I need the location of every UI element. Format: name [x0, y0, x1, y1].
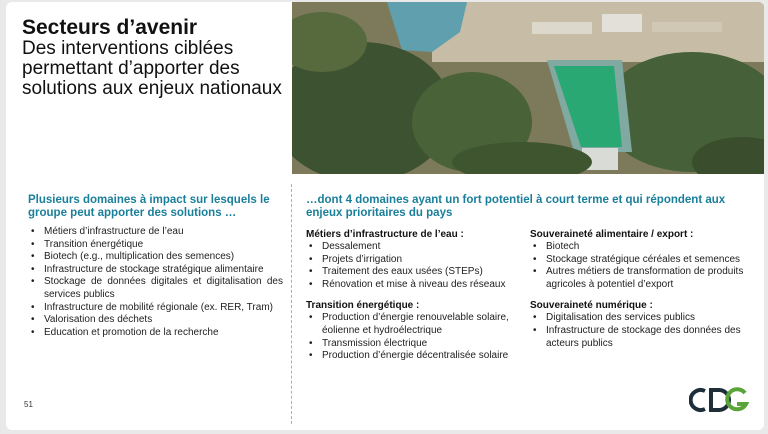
list-item: • Stockage de données digitales et digitalisation des services publics — [28, 276, 283, 301]
group-title-energy: Transition énergétique : — [306, 300, 420, 312]
left-domain-list — [28, 226, 283, 339]
right-column-a — [306, 228, 524, 363]
slide — [6, 2, 764, 430]
left-heading: Plusieurs domaines à impact sur lesquels le groupe peut apporter des solutions … — [28, 194, 270, 219]
list-item: • Production d’énergie renouvelable solaire, éolienne et hydroélectrique — [306, 312, 524, 337]
aerial-photo-illustration — [292, 2, 764, 174]
cdg-logo — [689, 386, 751, 414]
page-number: 51 — [24, 400, 33, 409]
right-heading: …dont 4 domaines ayant un fort potentiel à court terme et qui répondent aux enjeux prioritaires du pays — [306, 194, 726, 219]
list-item: • Traitement des eaux usées (STEPs) — [306, 266, 524, 279]
list-item: • Infrastructure de stockage stratégique alimentaire — [28, 264, 283, 277]
list-item: • Transmission électrique — [306, 338, 524, 351]
column-divider — [291, 184, 292, 424]
list-item: • Biotech (e.g., multiplication des semences) — [28, 251, 283, 264]
group-list-food — [530, 241, 744, 291]
list-item: • Rénovation et mise à niveau des réseaux — [306, 279, 524, 292]
slide-subtitle: Des interventions ciblées permettant d’apporter des solutions aux enjeux nationaux — [22, 38, 282, 99]
list-item: • Transition énergétique — [28, 239, 283, 252]
list-item: • Infrastructure de stockage des données des acteurs publics — [530, 325, 744, 350]
list-item: • Métiers d’infrastructure de l’eau — [28, 226, 283, 239]
group-title-food: Souveraineté alimentaire / export : — [530, 229, 694, 240]
list-item: • Digitalisation des services publics — [530, 312, 744, 325]
title-block — [22, 16, 292, 99]
list-item: • Biotech — [530, 241, 744, 254]
list-item: • Production d’énergie décentralisée solaire — [306, 350, 524, 363]
group-list-water — [306, 241, 524, 291]
group-title-digital: Souveraineté numérique : — [530, 300, 653, 312]
list-item: • Infrastructure de mobilité régionale (ex. RER, Tram) — [28, 302, 283, 315]
list-item: • Dessalement — [306, 241, 524, 254]
list-item: • Autres métiers de transformation de produits agricoles à potentiel d’export — [530, 266, 744, 291]
group-title-water: Métiers d’infrastructure de l’eau : — [306, 229, 464, 240]
slide-title: Secteurs d’avenir — [22, 16, 198, 39]
list-item: • Projets d’irrigation — [306, 254, 524, 267]
list-item: • Education et promotion de la recherche — [28, 327, 283, 340]
group-list-digital — [530, 312, 744, 350]
list-item: • Stockage stratégique céréales et semences — [530, 254, 744, 267]
group-list-energy — [306, 312, 524, 362]
right-column-b — [530, 228, 744, 350]
aerial-photo — [292, 2, 764, 174]
list-item: • Valorisation des déchets — [28, 314, 283, 327]
